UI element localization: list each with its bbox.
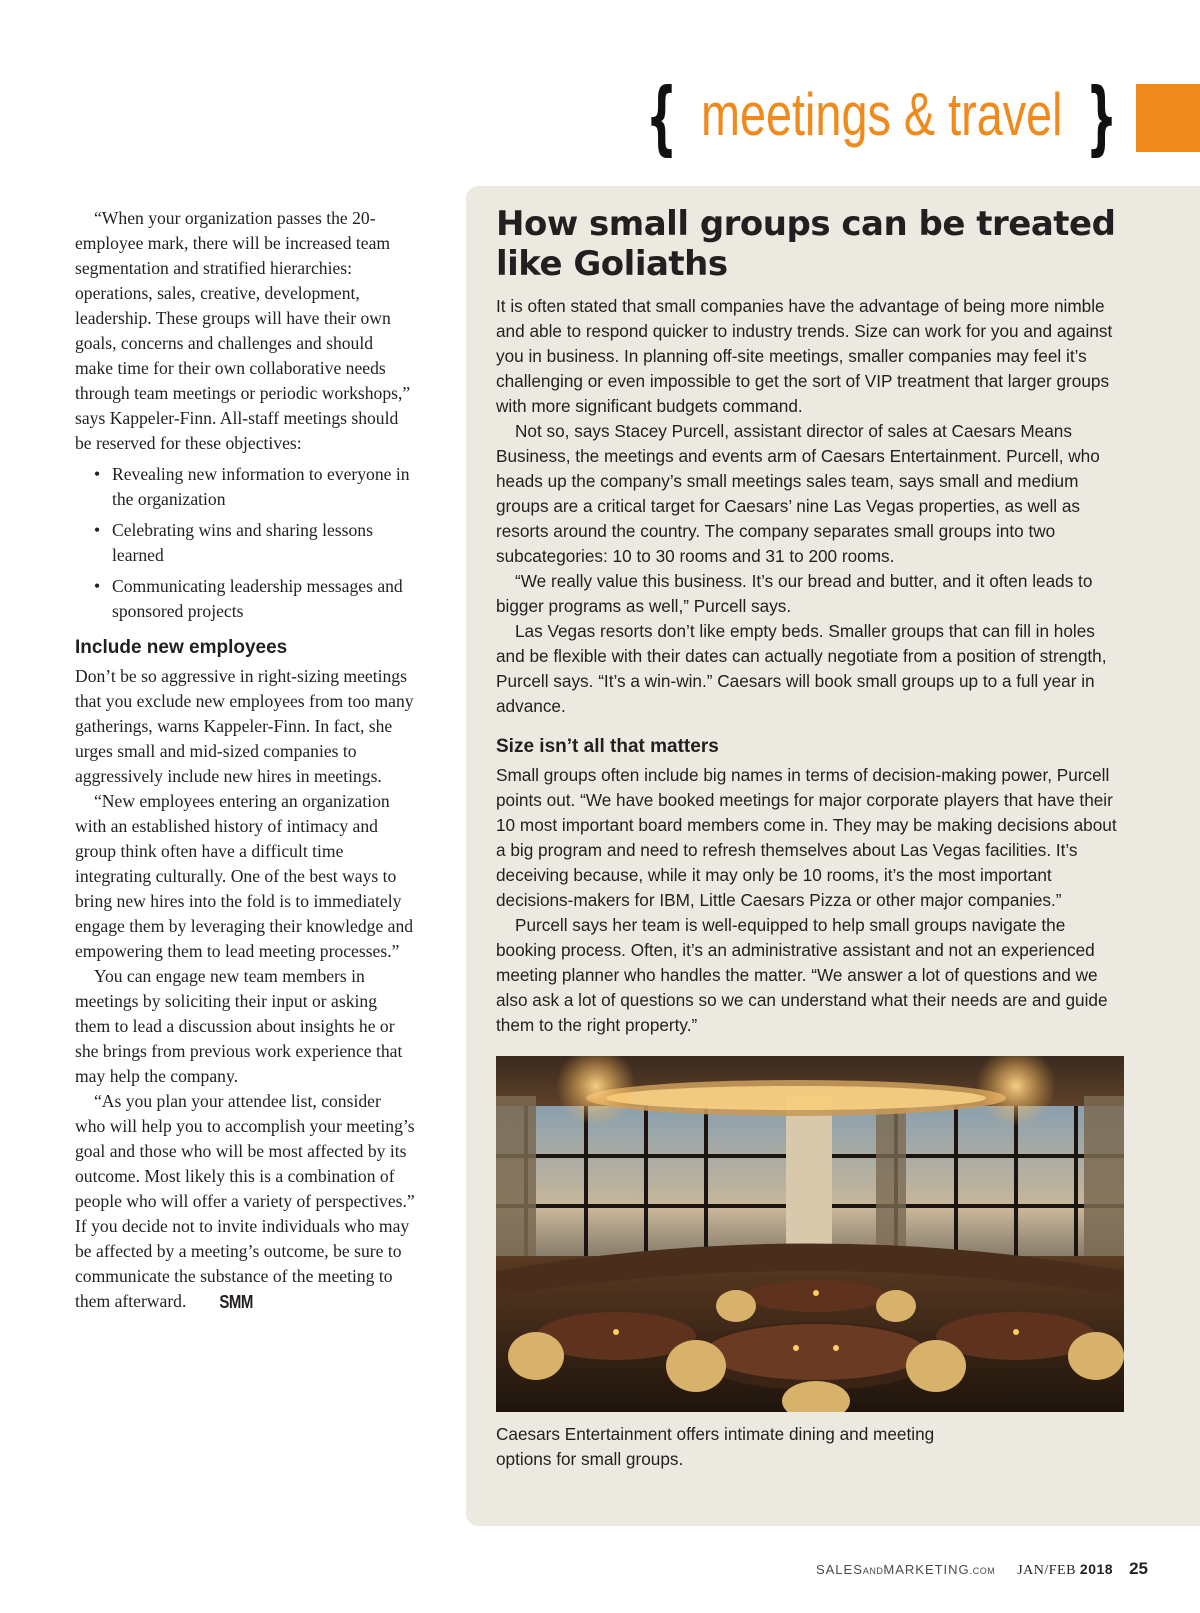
site-name-part: SALES <box>815 1562 863 1577</box>
restaurant-photo <box>496 1056 1124 1412</box>
sidebar-paragraph: Purcell says her team is well-equipped to help small groups navigate the booking process. Often, it’s an administrative assistant and not an experienced meeting planner who handles the matter. “We answer a lot of questions and we also ask a lot of questions so we can understand what their needs are and guide them to the right property.” <box>496 915 1108 1035</box>
sidebar-paragraph: Las Vegas resorts don’t like empty beds. Smaller groups that can fill in holes and be flexible with their dates can actually negotiate from a position of strength, Purcell says. “It’s a win-win.” Caesars will book small groups up to a full year in advance. <box>496 621 1107 716</box>
sidebar-paragraph: “We really value this business. It’s our bread and butter, and it often leads to bigger programs as well,” Purcell says. <box>496 571 1093 616</box>
issue-month: JAN/FEB <box>1017 1563 1076 1578</box>
photo-caption: Caesars Entertainment offers intimate dining and meeting options for small groups. <box>496 1424 935 1469</box>
list-item: • Revealing new information to everyone in the organization <box>94 462 415 512</box>
article-paragraph-text: “As you plan your attendee list, consider who will help you to accomplish your meeting’s goal and those who will be most affected by its outcome. Most likely this is a combination of people who will offer a variety of perspectives.” If you decide not to invite individuals who may be affected by a meeting’s outcome, be sure to communicate the substance of the meeting to them afterward. <box>75 1091 415 1311</box>
sidebar-subhead: Size isn’t all that matters <box>496 736 719 757</box>
smm-end-mark: SMM <box>219 1292 253 1313</box>
intro-paragraph: “When your organization passes the 20-employee mark, there will be increased team segmentation and stratified hierarchies: operations, sales, creative, development, leadership. These groups will have their own goals, concerns and challenges and should make time for their own collaborative needs through team meetings or periodic workshops,” says Kappeler-Finn. All-staff meetings should be reserved for these objectives: <box>75 208 411 453</box>
sidebar-box <box>466 186 1200 1526</box>
article-paragraph: You can engage new team members in meetings by soliciting their input or asking them to lead a discussion about insights he or she brings from previous work experience that may help the company. <box>75 966 403 1086</box>
close-brace: } <box>1085 71 1118 164</box>
site-name-part: MARKETING <box>883 1562 970 1577</box>
page-footer <box>816 1559 1148 1579</box>
section-accent-block <box>1136 84 1200 152</box>
sidebar-content <box>496 204 1124 1472</box>
list-item: • Communicating leadership messages and sponsored projects <box>94 574 415 624</box>
sidebar-headline: How small groups can be treated like Goliaths <box>496 204 1116 284</box>
site-name-tld: .COM <box>969 1566 996 1576</box>
sidebar-paragraph: Small groups often include big names in terms of decision-making power, Purcell points out. “We have booked meetings for major corporate players that have their 10 most important board members come in. They may be making decisions about a big program and need to refresh themselves about Las Vegas facilities. It’s deceiving because, while it may only be 10 rooms, it’s the most important decisions-makers for IBM, Little Caesars Pizza or other major companies.” <box>496 765 1117 910</box>
page-number: 25 <box>1129 1559 1148 1578</box>
site-name <box>816 1562 995 1577</box>
objectives-list <box>75 462 415 624</box>
issue-date <box>1017 1561 1113 1579</box>
article-paragraph-last <box>75 1089 415 1315</box>
subhead-include-new-employees: Include new employees <box>75 637 288 658</box>
list-item: • Celebrating wins and sharing lessons learned <box>94 518 415 568</box>
sidebar-paragraph: Not so, says Stacey Purcell, assistant director of sales at Caesars Means Business, the meetings and events arm of Caesars Entertainment. Purcell, who heads up the company’s small meetings sales team, says small and medium groups are a critical target for Caesars’ nine Las Vegas properties, as well as resorts around the country. The company separates small groups into two subcategories: 10 to 30 rooms and 31 to 200 rooms. <box>496 421 1100 566</box>
section-header <box>633 71 1200 164</box>
article-paragraph: “New employees entering an organization with an established history of intimacy and group think often have a difficult time integrating culturally. One of the best ways to bring new hires into the fold is to immediately engage them by leveraging their knowledge and empowering them to lead meeting processes.” <box>75 791 414 961</box>
issue-year: 2018 <box>1079 1561 1114 1577</box>
main-article-column <box>75 206 415 1315</box>
open-brace: { <box>645 71 677 164</box>
article-paragraph: Don’t be so aggressive in right-sizing meetings that you exclude new employees from too many gatherings, warns Kappeler-Finn. In fact, she urges small and mid-sized companies to aggressively include new hires in meetings. <box>75 666 414 786</box>
sidebar-paragraph: It is often stated that small companies have the advantage of being more nimble and able to respond quicker to industry trends. Size can work for you and against you in business. In planning off-site meetings, smaller companies may feel it’s challenging or even impossible to get the sort of VIP treatment that larger groups with more significant budgets command. <box>496 296 1113 416</box>
site-name-and: AND <box>862 1566 884 1576</box>
section-title: meetings & travel <box>700 80 1063 148</box>
restaurant-illustration <box>496 1056 1124 1412</box>
